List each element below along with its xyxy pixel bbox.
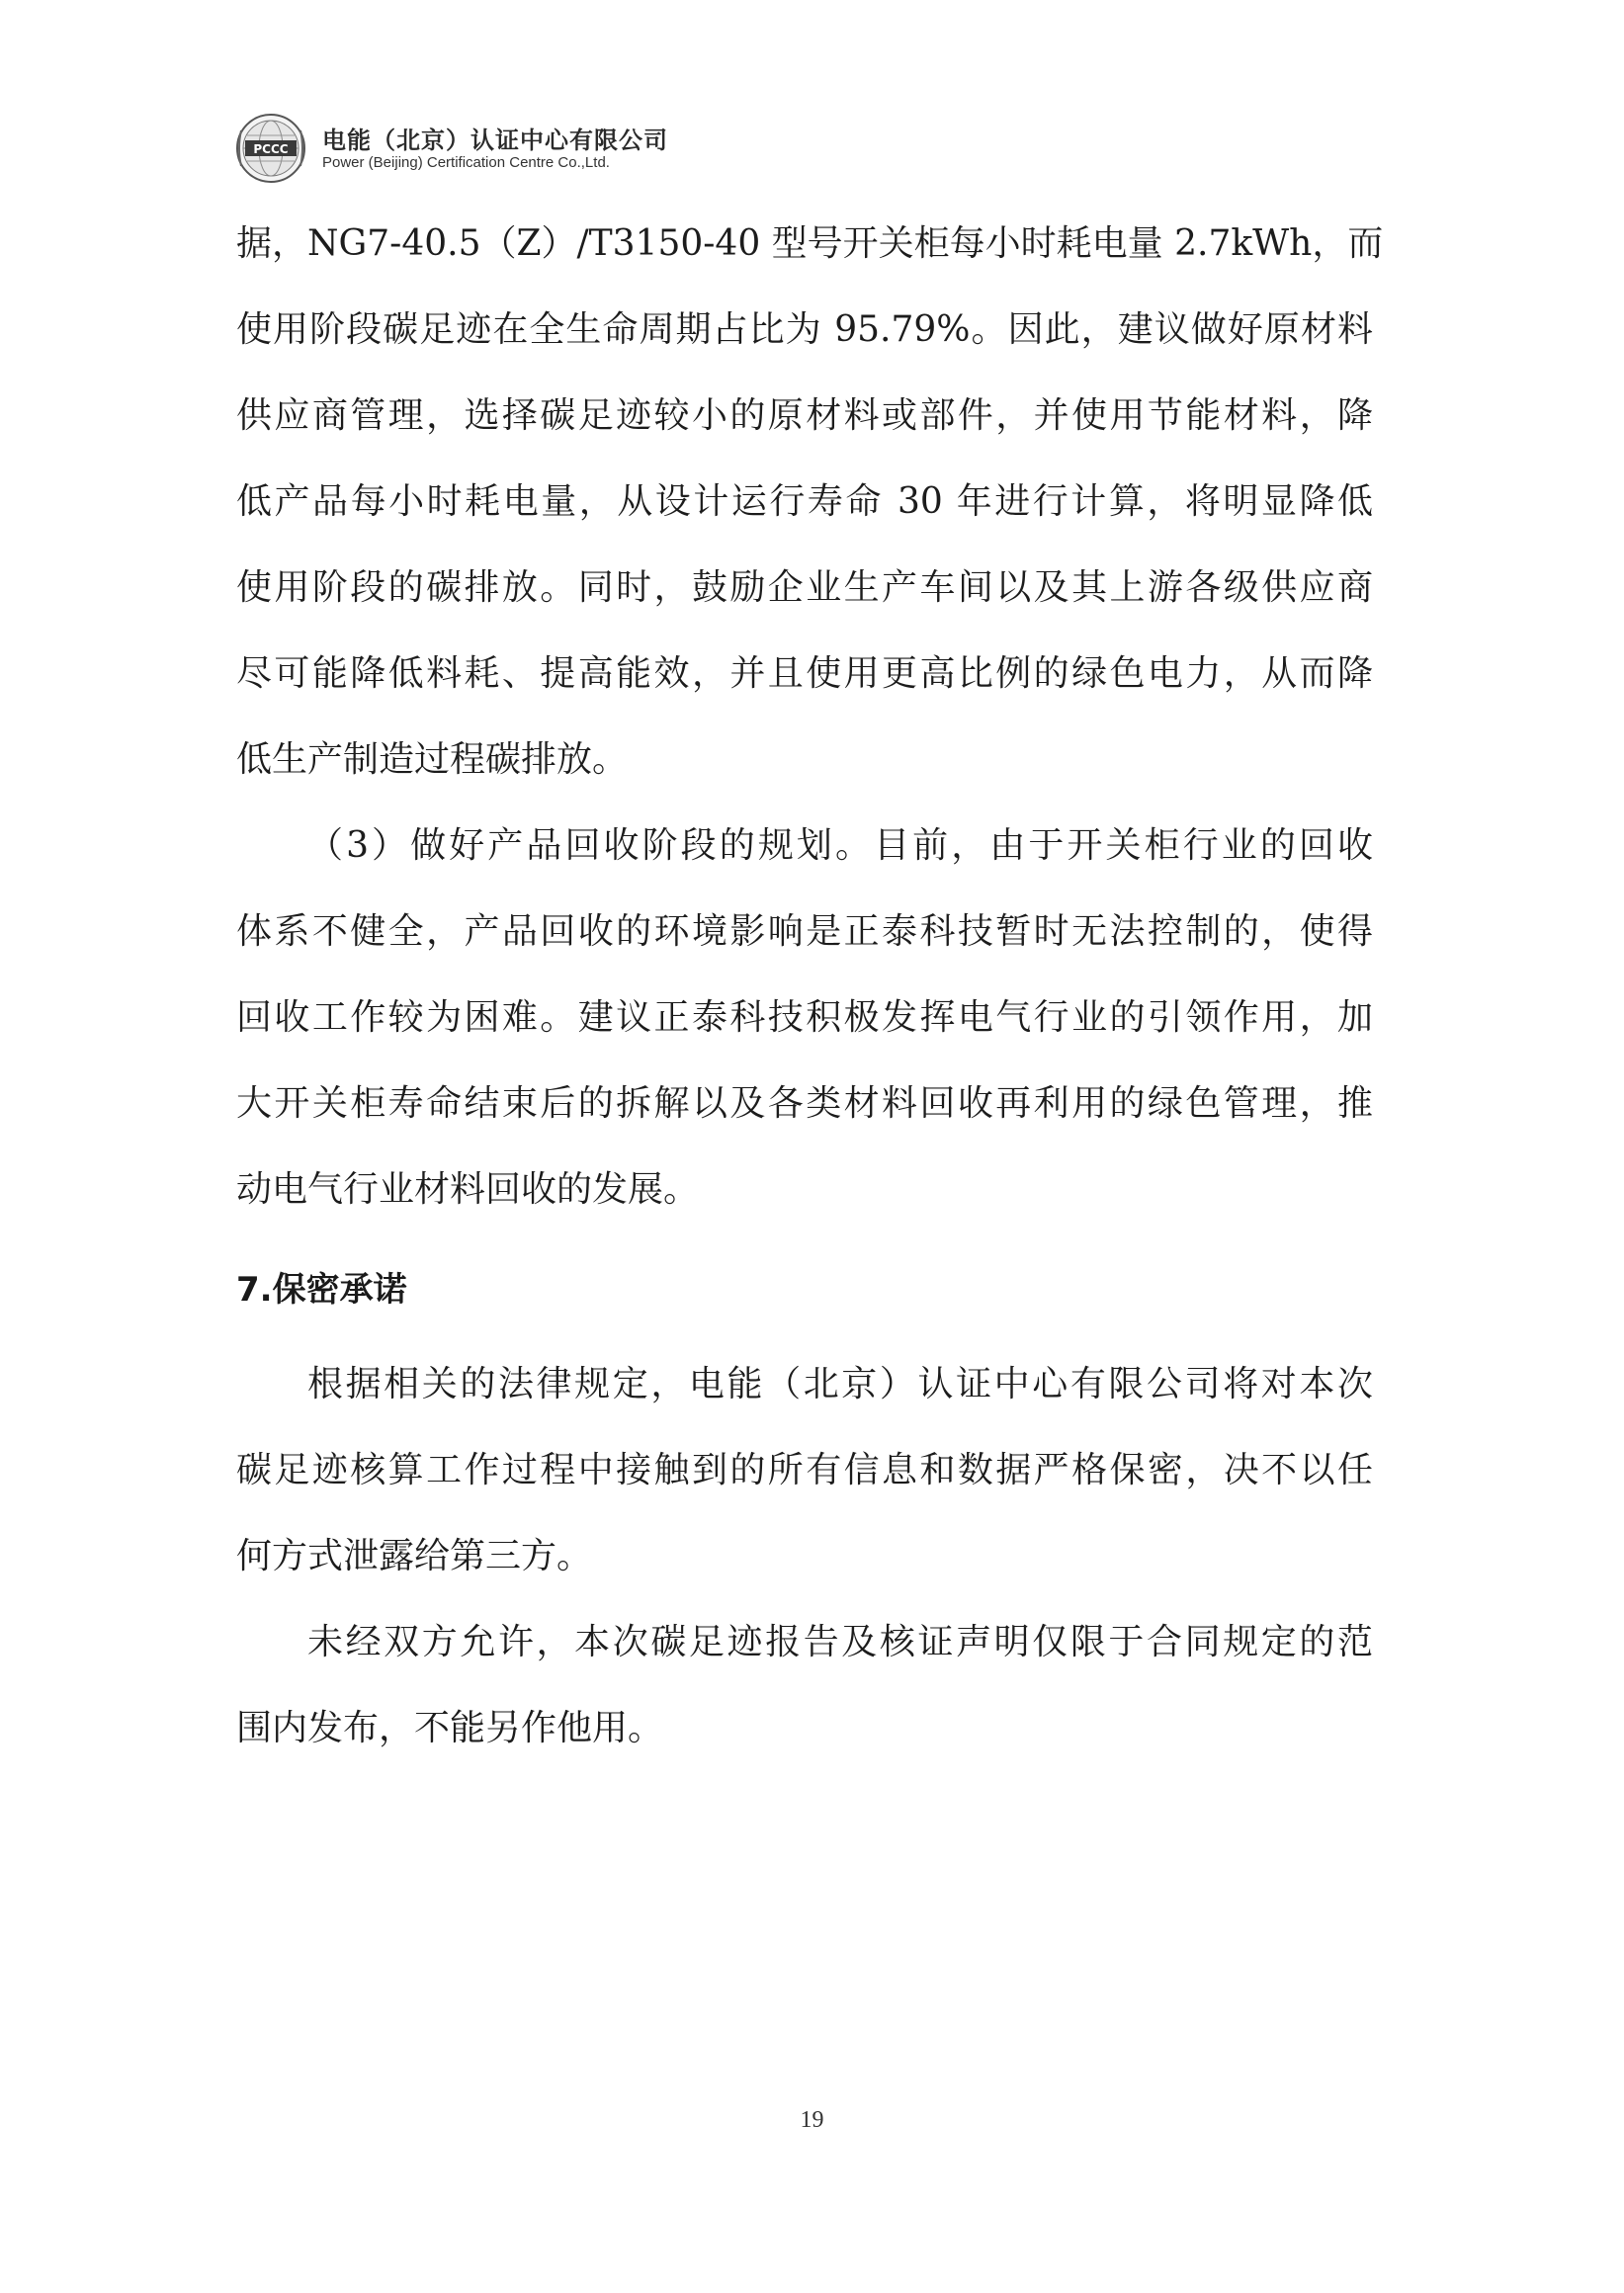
company-name-chinese: 电能（北京）认证中心有限公司	[322, 127, 668, 154]
paragraph-line: 何方式泄露给第三方。	[236, 1536, 593, 1576]
paragraph-line: 碳足迹核算工作过程中接触到的所有信息和数据严格保密，决不以任	[236, 1450, 1373, 1490]
paragraph-line: 围内发布，不能另作他用。	[236, 1708, 664, 1748]
paragraph-line: 据，NG7-40.5（Z）/T3150-40 型号开关柜每小时耗电量 2.7kWh，而	[236, 223, 1384, 264]
paragraph-line: 低产品每小时耗电量，从设计运行寿命 30 年进行计算，将明显降低	[236, 481, 1373, 522]
company-name-english: Power (Beijing) Certification Centre Co.,Ltd.	[322, 154, 610, 171]
logo-text: PCCC	[253, 142, 289, 156]
paragraph-line: 根据相关的法律规定，电能（北京）认证中心有限公司将对本次	[307, 1364, 1373, 1404]
paragraph-line: 使用阶段的碳排放。同时，鼓励企业生产车间以及其上游各级供应商	[236, 567, 1373, 608]
paragraph-line: 使用阶段碳足迹在全生命周期占比为 95.79%。因此，建议做好原材料	[236, 309, 1373, 350]
paragraph-line: 低生产制造过程碳排放。	[236, 739, 629, 780]
paragraph-line: 未经双方允许，本次碳足迹报告及核证声明仅限于合同规定的范	[307, 1622, 1373, 1662]
pccc-globe-logo-icon	[233, 111, 308, 186]
paragraph-line: 尽可能降低料耗、提高能效，并且使用更高比例的绿色电力，从而降	[236, 653, 1373, 694]
paragraph-line: 大开关柜寿命结束后的拆解以及各类材料回收再利用的绿色管理，推	[236, 1083, 1373, 1124]
paragraph-line: 体系不健全，产品回收的环境影响是正泰科技暂时无法控制的，使得	[236, 911, 1373, 952]
section-heading: 7.保密承诺	[236, 1270, 407, 1310]
paragraph-line: 回收工作较为困难。建议正泰科技积极发挥电气行业的引领作用，加	[236, 997, 1373, 1038]
paragraph-line: （3）做好产品回收阶段的规划。目前，由于开关柜行业的回收	[307, 825, 1373, 866]
letterhead	[233, 111, 747, 186]
paragraph-line: 动电气行业材料回收的发展。	[236, 1169, 700, 1210]
page-number: 19	[800, 2107, 824, 2133]
paragraph-line: 供应商管理，选择碳足迹较小的原材料或部件，并使用节能材料，降	[236, 395, 1373, 436]
